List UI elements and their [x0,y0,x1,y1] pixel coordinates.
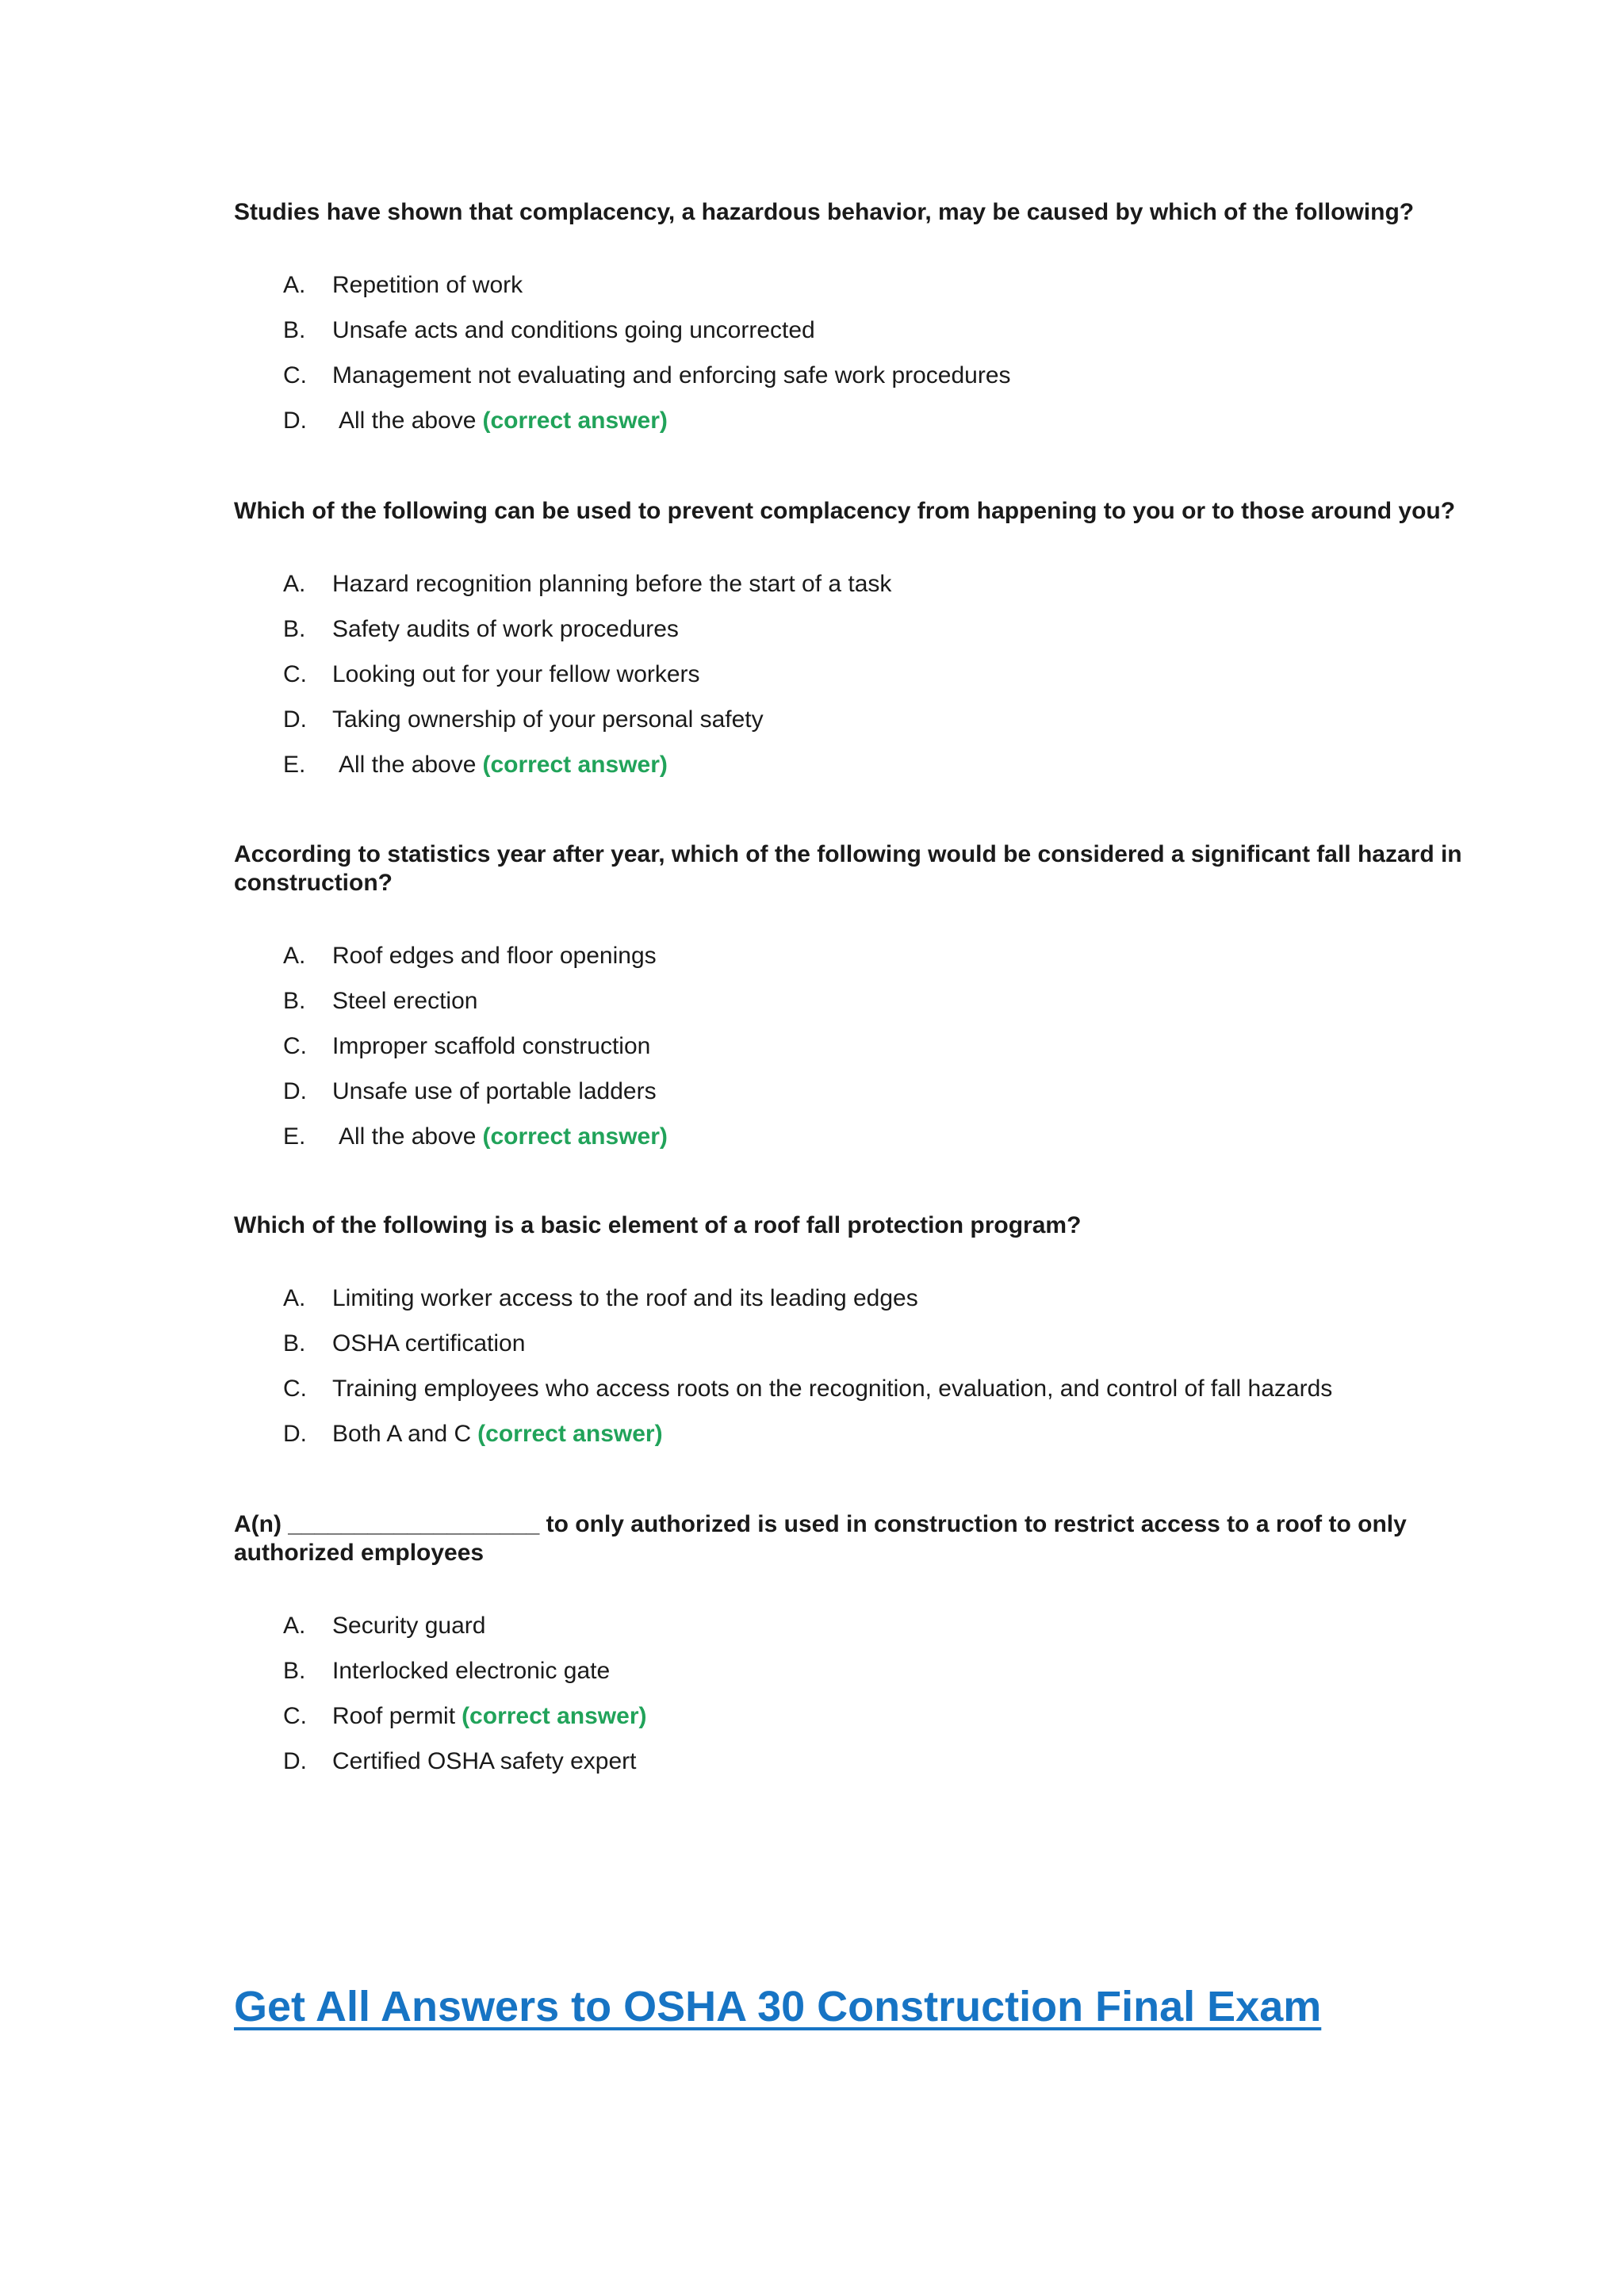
option-text: Limiting worker access to the roof and its leading edges [332,1285,918,1311]
option-text: All the above [339,408,477,434]
correct-answer-label: (correct answer) [477,1421,663,1447]
answer-option [234,1330,1526,1358]
question-text: A(n) ___________________ to only authorized is used in construction to restrict access to a roof to only authorized employees [234,1511,1407,1566]
question-text: Which of the following can be used to prevent complacency from happening to you or to those around you? [234,498,1456,524]
question-text: According to statistics year after year, which of the following would be considered a significant fall hazard in construction? [234,841,1462,896]
answer-option [234,271,1526,300]
get-all-answers-link[interactable]: Get All Answers to OSHA 30 Construction Final Exam [234,1983,1322,2030]
answer-options [234,271,1526,435]
answer-option [234,1612,1526,1640]
option-text: Hazard recognition planning before the start of a task [332,571,892,597]
answer-option [234,1032,1526,1061]
answer-option [234,942,1526,970]
correct-answer-label: (correct answer) [482,752,668,778]
answer-options [234,942,1526,1151]
option-letter: A. [283,571,306,597]
answer-option-correct [234,1123,1526,1151]
option-letter: E. [283,752,306,778]
option-text: Unsafe use of portable ladders [332,1078,657,1104]
option-letter: A. [283,943,306,969]
option-text: Repetition of work [332,272,523,298]
answer-option [234,706,1526,734]
option-text: Looking out for your fellow workers [332,661,700,687]
correct-answer-label: (correct answer) [482,408,668,434]
answer-option [234,1375,1526,1403]
option-letter: C. [283,1033,307,1059]
question-text: Studies have shown that complacency, a hazardous behavior, may be caused by which of the following? [234,199,1415,225]
answer-option [234,660,1526,689]
answer-option [234,1657,1526,1686]
answer-options [234,570,1526,779]
answer-option [234,615,1526,644]
answer-option [234,316,1526,345]
option-letter: C. [283,661,307,687]
option-text: Certified OSHA safety expert [332,1748,637,1774]
option-letter: C. [283,1703,307,1729]
option-text: Both A and C [332,1421,472,1447]
answer-option-correct [234,751,1526,779]
option-letter: B. [283,317,306,343]
question-1 [234,198,1526,452]
option-text: Safety audits of work procedures [332,616,679,642]
option-letter: D. [283,706,307,733]
option-letter: A. [283,1613,306,1639]
answer-option [234,570,1526,599]
correct-answer-label: (correct answer) [462,1703,647,1729]
option-letter: A. [283,272,306,298]
option-letter: B. [283,1330,306,1357]
option-letter: E. [283,1123,306,1150]
option-text: Roof edges and floor openings [332,943,657,969]
option-letter: A. [283,1285,306,1311]
option-text: Interlocked electronic gate [332,1658,611,1684]
option-letter: C. [283,1376,307,1402]
answer-options [234,1612,1526,1776]
question-2 [234,497,1526,796]
option-text: Roof permit [332,1703,456,1729]
option-letter: D. [283,408,307,434]
answer-option [234,987,1526,1016]
answer-option [234,1284,1526,1313]
option-letter: D. [283,1748,307,1774]
answer-options [234,1284,1526,1448]
question-text: Which of the following is a basic element of a roof fall protection program? [234,1212,1082,1238]
option-letter: B. [283,1658,306,1684]
answer-option-correct [234,407,1526,435]
option-text: Security guard [332,1613,486,1639]
option-letter: D. [283,1078,307,1104]
option-text: Unsafe acts and conditions going uncorrected [332,317,815,343]
option-text: Steel erection [332,988,478,1014]
option-text: OSHA certification [332,1330,526,1357]
option-text: Improper scaffold construction [332,1033,651,1059]
answer-option-correct [234,1420,1526,1448]
question-3 [234,840,1526,1168]
answer-option [234,1077,1526,1106]
answer-option [234,362,1526,390]
option-text: Management not evaluating and enforcing safe work procedures [332,362,1011,388]
option-text: All the above [339,1123,477,1150]
option-letter: B. [283,616,306,642]
option-letter: D. [283,1421,307,1447]
option-text: Training employees who access roots on the recognition, evaluation, and control of fall hazards [332,1376,1333,1402]
question-4 [234,1211,1526,1465]
answer-option [234,1747,1526,1776]
correct-answer-label: (correct answer) [482,1123,668,1150]
option-text: All the above [339,752,477,778]
question-5 [234,1510,1526,1793]
answer-option-correct [234,1702,1526,1731]
option-text: Taking ownership of your personal safety [332,706,764,733]
option-letter: C. [283,362,307,388]
option-letter: B. [283,988,306,1014]
